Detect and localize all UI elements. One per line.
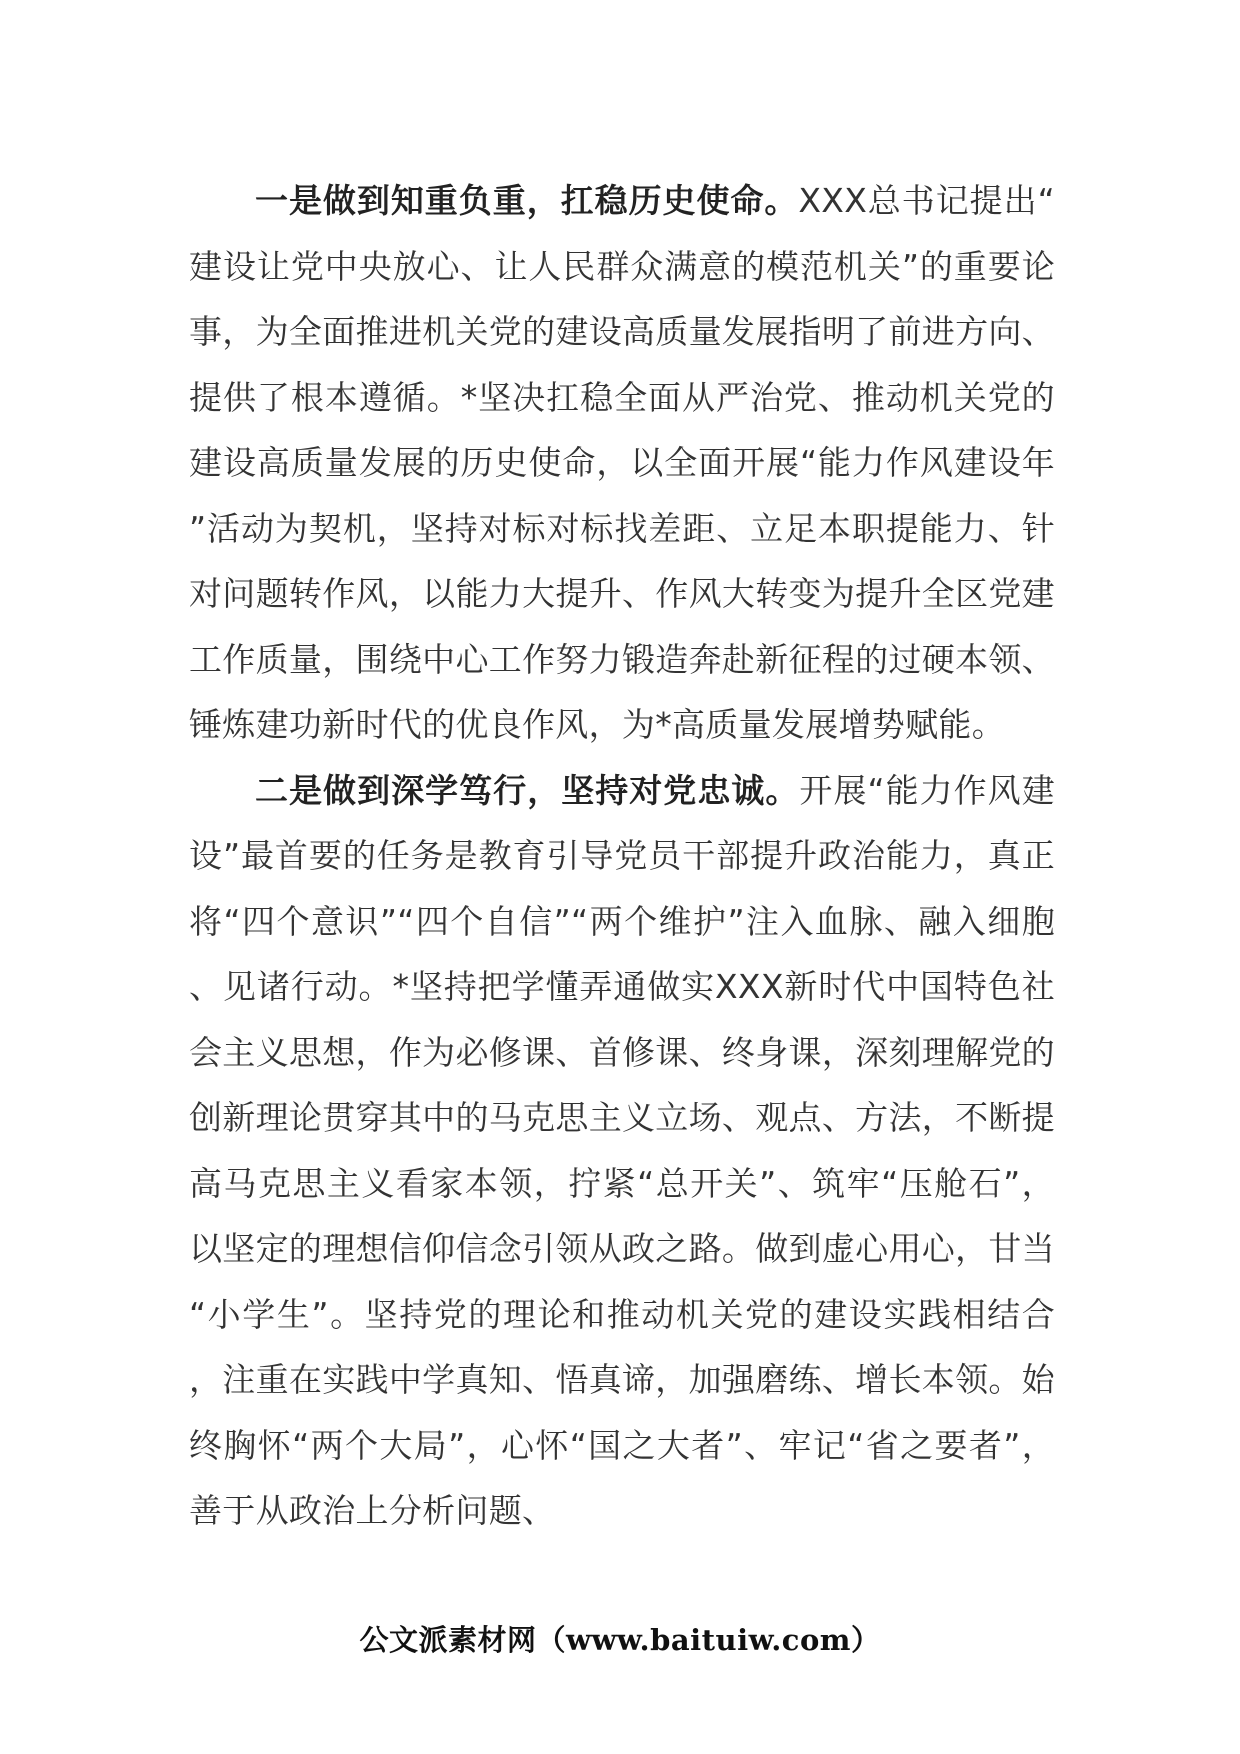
paragraph-2-body: 开展“能力作风建设”最首要的任务是教育引导党员干部提升政治能力，真正将“四个意识”“四个自信”“两个维护”注入血脉、融入细胞、见诸行动。*坚持把学懂弄通做实XXX新时代中国特色社会主义思想，作为必修课、首修课、终身课，深刻理解党的创新理论贯穿其中的马克思主义立场、观点、方法，不断提高马克思主义看家本领，拧紧“总开关”、筑牢“压舱石”，以坚定的理想信仰信念引领从政之路。做到虚心用心，甘当“小学生”。坚持党的理论和推动机关党的建设实践相结合，注重在实践中学真知、悟真谛，加强磨练、增长本领。始终胸怀“两个大局”，心怀“国之大者”、牢记“省之要者”，善于从政治上分析问题、 (189, 770, 1055, 1530)
paragraph-2 (189, 758, 1055, 1544)
paragraph-1-lead: 一是做到知重负重，扛稳历史使命。 (255, 181, 799, 220)
document-body (189, 168, 1055, 1544)
paragraph-1-body: XXX总书记提出“建设让党中央放心、让人民群众满意的模范机关”的重要论事，为全面推进机关党的建设高质量发展指明了前进方向、提供了根本遵循。*坚决扛稳全面从严治党、推动机关党的建设高质量发展的历史使命，以全面开展“能力作风建设年”活动为契机，坚持对标对标找差距、立足本职提能力、针对问题转作风，以能力大提升、作风大转变为提升全区党建工作质量，围绕中心工作努力锻造奔赴新征程的过硬本领、锤炼建功新时代的优良作风，为*高质量发展增势赋能。 (189, 181, 1055, 744)
paragraph-1 (189, 168, 1055, 758)
paragraph-2-lead: 二是做到深学笃行，坚持对党忠诚。 (255, 770, 800, 810)
page-footer: 公文派素材网（www.baituiw.com） (359, 1623, 881, 1657)
